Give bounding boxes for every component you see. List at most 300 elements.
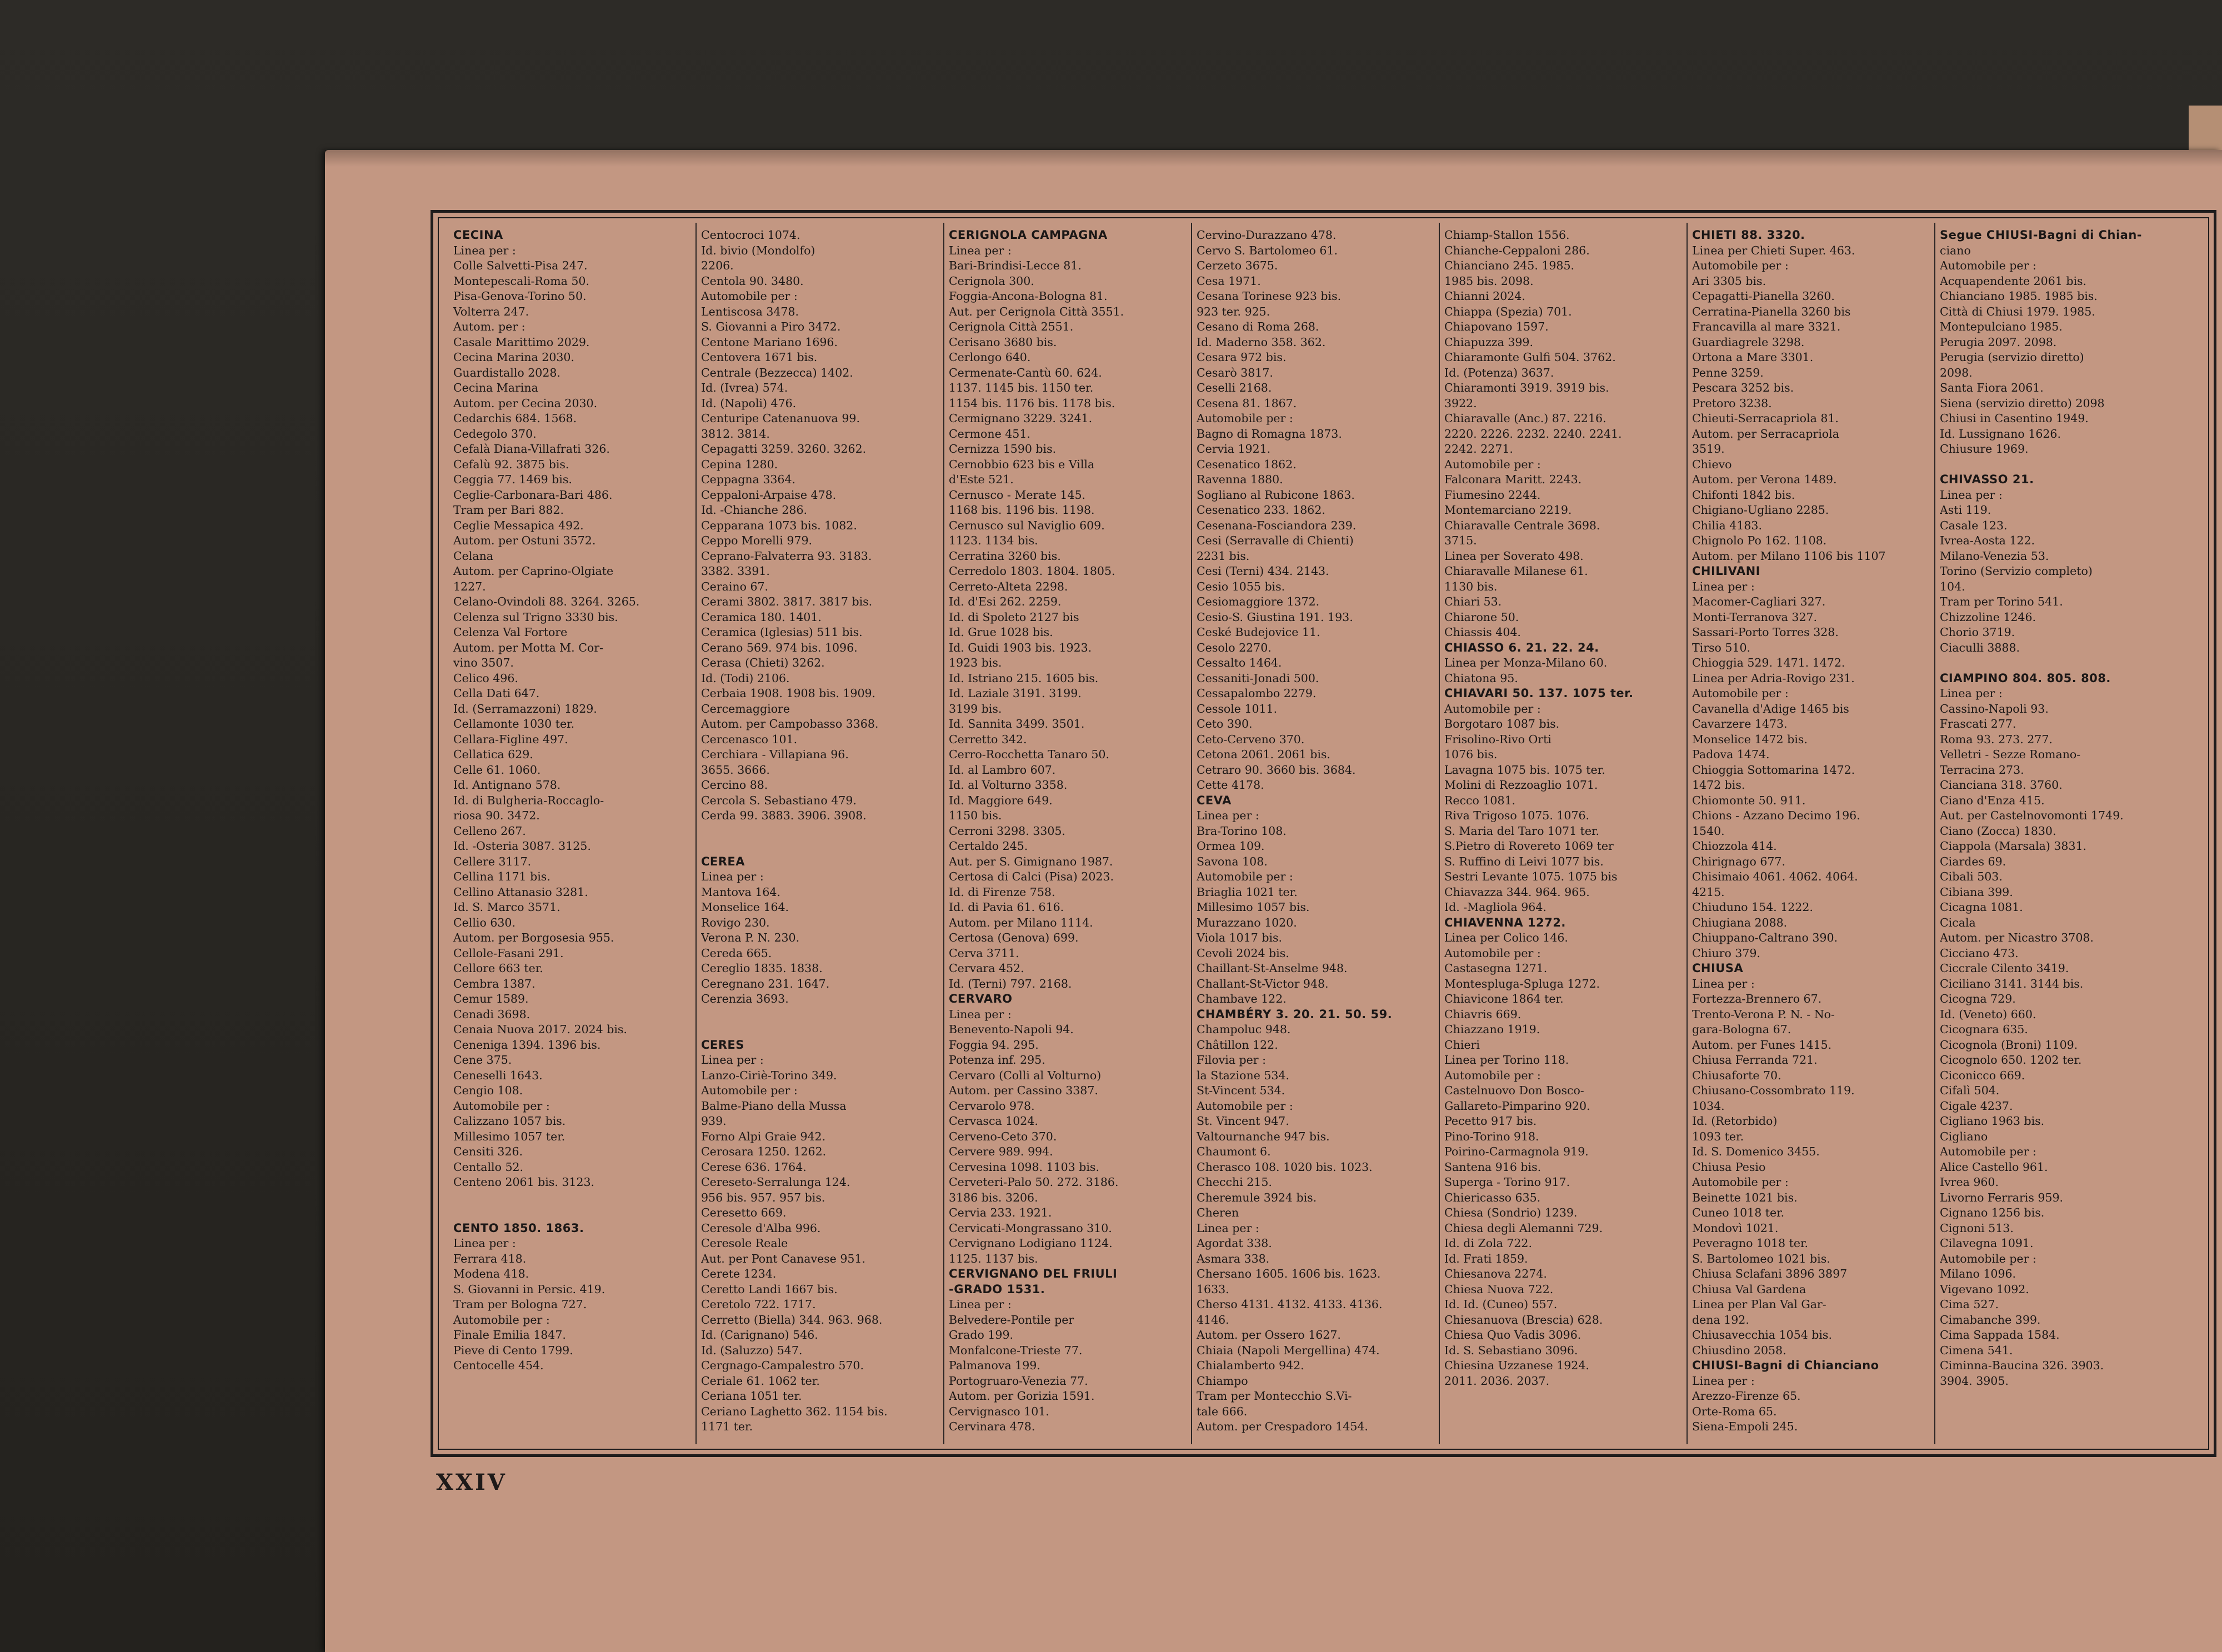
index-entry: Autom. per Cassino 3387. xyxy=(949,1084,1098,1097)
index-entry: Belvedere-Pontile per xyxy=(949,1313,1074,1326)
index-entry: Linea per : xyxy=(949,1298,1012,1311)
index-entry: Cesenatico 1862. xyxy=(1197,457,1297,471)
index-entry: Chiatona 95. xyxy=(1444,671,1518,685)
index-entry: Cicognola (Broni) 1109. xyxy=(1940,1038,2078,1052)
index-entry: Millesimo 1057 bis. xyxy=(1197,900,1310,914)
index-entry: Autom. per Serracapriola xyxy=(1692,427,1839,440)
index-entry: Ceresetto 669. xyxy=(701,1206,787,1219)
index-entry: Ceriano Laghetto 362. 1154 bis. xyxy=(701,1404,888,1418)
index-entry: Chiaravalle Milanese 61. xyxy=(1444,564,1588,578)
index-entry: Cilavegna 1091. xyxy=(1940,1237,2034,1250)
index-entry: 1227. xyxy=(453,579,486,593)
index-entry: Chiaia (Napoli Mergellina) 474. xyxy=(1197,1343,1380,1357)
index-entry: Gallareto-Pimparino 920. xyxy=(1444,1099,1590,1113)
index-entry: 1923 bis. xyxy=(949,656,1002,669)
index-entry: S.Pietro di Rovereto 1069 ter xyxy=(1444,839,1614,853)
index-entry: Bra-Torino 108. xyxy=(1197,824,1287,838)
index-entry: Chiavazza 344. 964. 965. xyxy=(1444,885,1590,899)
index-entry: Cette 4178. xyxy=(1197,778,1264,792)
index-entry: Chiaramonti 3919. 3919 bis. xyxy=(1444,381,1609,394)
index-entry: 1076 bis. xyxy=(1444,748,1498,761)
index-entry: Id. Frati 1859. xyxy=(1444,1251,1528,1265)
index-entry: Recco 1081. xyxy=(1444,793,1516,807)
index-entry: Pecetto 917 bis. xyxy=(1444,1114,1537,1128)
index-entry: S. Giovanni in Persic. 419. xyxy=(453,1282,605,1296)
index-entry: Cereda 665. xyxy=(701,946,772,960)
index-entry: Cheremule 3924 bis. xyxy=(1197,1190,1317,1204)
index-entry: Cerami 3802. 3817. 3817 bis. xyxy=(701,595,873,608)
index-entry: Chisimaio 4061. 4062. 4064. xyxy=(1692,870,1858,883)
index-entry: Cernusco - Merate 145. xyxy=(949,488,1085,502)
index-entry: Ceggia 77. 1469 bis. xyxy=(453,473,572,486)
index-entry: Montepulciano 1985. xyxy=(1940,320,2063,333)
index-entry: Roma 93. 273. 277. xyxy=(1940,732,2053,746)
index-entry: Santena 916 bis. xyxy=(1444,1160,1542,1174)
index-entry: Sassari-Porto Torres 328. xyxy=(1692,625,1839,639)
index-entry: Automobile per : xyxy=(1444,946,1541,960)
index-entry: Casale Marittimo 2029. xyxy=(453,335,590,349)
index-entry: Cifalì 504. xyxy=(1940,1084,2000,1097)
index-entry: Cassino-Napoli 93. xyxy=(1940,702,2049,715)
index-entry: Cernobbio 623 bis e Villa xyxy=(949,457,1095,471)
index-entry: Cherasco 108. 1020 bis. 1023. xyxy=(1197,1160,1373,1174)
index-column-6 xyxy=(1692,228,1931,1443)
index-entry: Id. Sannita 3499. 3501. xyxy=(949,717,1085,730)
index-entry: Balme-Piano della Mussa xyxy=(701,1099,847,1113)
index-entry: riosa 90. 3472. xyxy=(453,809,540,822)
index-entry: Chiaramonte Gulfi 504. 3762. xyxy=(1444,351,1616,364)
index-entry: 923 ter. 925. xyxy=(1197,304,1270,318)
index-entry: Portogruaro-Venezia 77. xyxy=(949,1374,1088,1388)
index-entry: Chambave 122. xyxy=(1197,992,1287,1005)
index-entry: Palmanova 199. xyxy=(949,1359,1040,1372)
index-entry: Linea per Plan Val Gar- xyxy=(1692,1298,1826,1311)
index-entry: 3812. 3814. xyxy=(701,427,770,440)
index-entry: Chiusa Ferranda 721. xyxy=(1692,1053,1818,1067)
index-entry: Cereglio 1835. 1838. xyxy=(701,962,823,975)
index-entry: Chiericasso 635. xyxy=(1444,1190,1541,1204)
index-entry: Pino-Torino 918. xyxy=(1444,1129,1539,1143)
index-entry: Automobile per : xyxy=(453,1313,550,1326)
index-entry: Cervesina 1098. 1103 bis. xyxy=(949,1160,1099,1174)
index-entry: Ortona a Mare 3301. xyxy=(1692,351,1814,364)
index-entry: Chorio 3719. xyxy=(1940,625,2015,639)
index-entry: Cerano 569. 974 bis. 1096. xyxy=(701,640,858,654)
index-entry: Francavilla al mare 3321. xyxy=(1692,320,1841,333)
index-entry: Id. S. Marco 3571. xyxy=(453,900,560,914)
index-entry: Linea per : xyxy=(701,1053,764,1067)
index-entry: Id. bivio (Mondolfo) xyxy=(701,243,815,257)
index-entry: Cesa 1971. xyxy=(1197,274,1261,288)
index-entry: Cervinara 478. xyxy=(949,1420,1035,1433)
index-entry: Centuripe Catenanuova 99. xyxy=(701,412,860,425)
index-entry: Ceneniga 1394. 1396 bis. xyxy=(453,1038,601,1052)
index-heading: CHIAVARI 50. 137. 1075 ter. xyxy=(1444,687,1634,700)
index-entry: Chilia 4183. xyxy=(1692,518,1762,532)
index-entry: 4146. xyxy=(1197,1313,1229,1326)
index-entry: Molini di Rezzoaglio 1071. xyxy=(1444,778,1598,792)
index-entry: Cetona 2061. 2061 bis. xyxy=(1197,748,1330,761)
index-entry: Mantova 164. xyxy=(701,885,780,899)
index-entry: Murazzano 1020. xyxy=(1197,915,1297,929)
index-entry: Cervo S. Bartolomeo 61. xyxy=(1197,243,1338,257)
index-entry: Chigiano-Ugliano 2285. xyxy=(1692,503,1829,517)
index-entry: Chiesanova 2274. xyxy=(1444,1267,1547,1280)
index-entry: Id. S. Domenico 3455. xyxy=(1692,1145,1820,1158)
index-heading: CECINA xyxy=(453,228,503,242)
index-entry: Cigale 4237. xyxy=(1940,1099,2013,1113)
index-entry: la Stazione 534. xyxy=(1197,1068,1289,1082)
index-entry: Cerro-Rocchetta Tanaro 50. xyxy=(949,748,1109,761)
index-entry: 3922. xyxy=(1444,396,1477,410)
spacer xyxy=(1940,655,2201,671)
index-entry: Automobile per : xyxy=(1940,1145,2036,1158)
index-entry: Cerveteri-Palo 50. 272. 3186. xyxy=(949,1175,1119,1189)
spacer xyxy=(701,824,940,854)
index-entry: Cercenasco 101. xyxy=(701,732,798,746)
index-entry: Cicagna 1081. xyxy=(1940,900,2023,914)
index-entry: Linea per : xyxy=(949,243,1012,257)
index-entry: Chizzoline 1246. xyxy=(1940,610,2036,624)
index-entry: Cerveno-Ceto 370. xyxy=(949,1129,1057,1143)
index-entry: Orte-Roma 65. xyxy=(1692,1404,1777,1418)
index-entry: 2220. 2226. 2232. 2240. 2241. xyxy=(1444,427,1622,440)
index-entry: Tirso 510. xyxy=(1692,640,1751,654)
index-entry: Cicala xyxy=(1940,915,1976,929)
index-entry: Chiomonte 50. 911. xyxy=(1692,793,1806,807)
index-entry: Bagno di Romagna 1873. xyxy=(1197,427,1342,440)
index-entry: Cesiomaggiore 1372. xyxy=(1197,595,1320,608)
index-entry: Autom. per Milano 1114. xyxy=(949,915,1093,929)
index-entry: Ciaculli 3888. xyxy=(1940,640,2020,654)
index-entry: Chirignago 677. xyxy=(1692,854,1785,868)
index-entry: Automobile per : xyxy=(1692,687,1789,700)
index-entry: Cereseto-Serralunga 124. xyxy=(701,1175,850,1189)
index-entry: Autom. per Crespadoro 1454. xyxy=(1197,1420,1368,1433)
index-entry: Centocroci 1074. xyxy=(701,228,800,242)
index-entry: Cerbaia 1908. 1908 bis. 1909. xyxy=(701,687,876,700)
index-entry: Linea per Chieti Super. 463. xyxy=(1692,243,1855,257)
index-entry: Monfalcone-Trieste 77. xyxy=(949,1343,1083,1357)
index-entry: Foggia-Ancona-Bologna 81. xyxy=(949,289,1108,303)
index-entry: Autom. per Verona 1489. xyxy=(1692,473,1837,486)
index-entry: Asti 119. xyxy=(1940,503,1991,517)
index-entry: Id. (Serramazzoni) 1829. xyxy=(453,702,597,715)
index-entry: Id. (Todi) 2106. xyxy=(701,671,790,685)
index-entry: Automobile per : xyxy=(701,1084,798,1097)
index-entry: Ivrea-Aosta 122. xyxy=(1940,534,2035,547)
index-entry: Cignano 1256 bis. xyxy=(1940,1206,2045,1219)
index-entry: Millesimo 1057 ter. xyxy=(453,1129,565,1143)
index-entry: Autom. per Ostuni 3572. xyxy=(453,534,596,547)
index-entry: Cerete 1234. xyxy=(701,1267,777,1280)
index-entry: Ceriana 1051 ter. xyxy=(701,1389,802,1403)
index-entry: Fortezza-Brennero 67. xyxy=(1692,992,1822,1005)
index-entry: Chialamberto 942. xyxy=(1197,1359,1304,1372)
index-entry: Cetraro 90. 3660 bis. 3684. xyxy=(1197,763,1356,777)
index-column-2 xyxy=(701,228,940,1443)
index-entry: Automobile per : xyxy=(1692,1175,1789,1189)
index-entry: 3199 bis. xyxy=(949,702,1002,715)
index-entry: dena 192. xyxy=(1692,1313,1749,1326)
index-entry: Cigliano 1963 bis. xyxy=(1940,1114,2045,1128)
index-entry: St. Vincent 947. xyxy=(1197,1114,1289,1128)
index-entry: Ceretto Landi 1667 bis. xyxy=(701,1282,838,1296)
index-entry: Cernusco sul Naviglio 609. xyxy=(949,518,1105,532)
index-entry: Celenza Val Fortore xyxy=(453,625,568,639)
index-column-5 xyxy=(1444,228,1683,1443)
index-entry: Chiuro 379. xyxy=(1692,946,1760,960)
index-entry: ciano xyxy=(1940,243,1971,257)
index-entry: Savona 108. xyxy=(1197,854,1268,868)
index-entry: 3655. 3666. xyxy=(701,763,770,777)
index-entry: S. Ruffino di Leivi 1077 bis. xyxy=(1444,854,1604,868)
index-entry: Linea per Monza-Milano 60. xyxy=(1444,656,1608,669)
index-entry: Cercola S. Sebastiano 479. xyxy=(701,793,857,807)
index-entry: Cimabanche 399. xyxy=(1940,1313,2041,1326)
index-entry: Chianni 2024. xyxy=(1444,289,1525,303)
index-entry: Automobile per : xyxy=(1444,457,1541,471)
index-entry: Forno Alpi Graie 942. xyxy=(701,1129,826,1143)
index-entry: Cedegolo 370. xyxy=(453,427,537,440)
index-entry: Challant-St-Victor 948. xyxy=(1197,977,1329,990)
column-divider xyxy=(1934,223,1935,1444)
index-entry: 3904. 3905. xyxy=(1940,1374,2009,1388)
index-entry: Valtournanche 947 bis. xyxy=(1197,1129,1330,1143)
index-entry: Chiusa Pesio xyxy=(1692,1160,1766,1174)
index-entry: Celleno 267. xyxy=(453,824,526,838)
index-entry: Ceretolo 722. 1717. xyxy=(701,1298,816,1311)
index-entry: Ceglie-Carbonara-Bari 486. xyxy=(453,488,613,502)
index-entry: Ceto-Cerveno 370. xyxy=(1197,732,1305,746)
index-entry: Cavanella d'Adige 1465 bis xyxy=(1692,702,1849,715)
index-entry: Autom. per Campobasso 3368. xyxy=(701,717,879,730)
index-entry: Chiusure 1969. xyxy=(1940,442,2029,455)
index-entry: Ciconicco 669. xyxy=(1940,1068,2025,1082)
index-heading: CHIVASSO 21. xyxy=(1940,473,2034,486)
page-shadow xyxy=(325,150,2222,167)
index-entry: Aut. per Castelnovomonti 1749. xyxy=(1940,809,2124,822)
index-entry: Cercino 88. xyxy=(701,778,768,792)
index-entry: Cerignola 300. xyxy=(949,274,1034,288)
index-heading: CERES xyxy=(701,1038,744,1052)
index-entry: Id. Lussignano 1626. xyxy=(1940,427,2061,440)
index-entry: Id. Grue 1028 bis. xyxy=(949,625,1053,639)
index-entry: Cervia 1921. xyxy=(1197,442,1271,455)
index-entry: Automobile per : xyxy=(1444,702,1541,715)
index-entry: Champoluc 948. xyxy=(1197,1023,1291,1036)
index-entry: Automobile per : xyxy=(1692,259,1789,272)
index-entry: Autom. per Gorizia 1591. xyxy=(949,1389,1095,1403)
index-entry: Cicognara 635. xyxy=(1940,1023,2028,1036)
index-entry: Tram per Bologna 727. xyxy=(453,1298,587,1311)
index-entry: Cepparana 1073 bis. 1082. xyxy=(701,518,857,532)
index-entry: Cellara-Figline 497. xyxy=(453,732,568,746)
index-entry: Cerratina 3260 bis. xyxy=(949,549,1061,563)
index-entry: Id. Maggiore 649. xyxy=(949,793,1053,807)
index-entry: Ceregnano 231. 1647. xyxy=(701,977,830,990)
index-entry: Linea per : xyxy=(949,1007,1012,1021)
index-entry: Chiugiana 2088. xyxy=(1692,915,1788,929)
index-heading: -GRADO 1531. xyxy=(949,1282,1045,1296)
index-entry: Cherso 4131. 4132. 4133. 4136. xyxy=(1197,1298,1383,1311)
index-entry: Certaldo 245. xyxy=(949,839,1028,853)
index-entry: Centallo 52. xyxy=(453,1160,524,1174)
index-entry: Mondovì 1021. xyxy=(1692,1221,1779,1235)
index-entry: Cessapalombo 2279. xyxy=(1197,687,1317,700)
index-entry: 1125. 1137 bis. xyxy=(949,1251,1038,1265)
index-entry: Cervara 452. xyxy=(949,962,1024,975)
index-entry: Autom. per Cecina 2030. xyxy=(453,396,598,410)
index-entry: Automobile per : xyxy=(1197,1099,1293,1113)
index-entry: Cimena 541. xyxy=(1940,1343,2013,1357)
index-entry: Automobile per : xyxy=(1197,870,1293,883)
index-entry: Monselice 164. xyxy=(701,900,789,914)
index-entry: Linea per : xyxy=(453,1237,516,1250)
index-heading: CEVA xyxy=(1197,793,1232,807)
index-entry: 4215. xyxy=(1692,885,1725,899)
index-entry: Cesarò 3817. xyxy=(1197,366,1273,379)
index-entry: Lanzo-Ciriè-Torino 349. xyxy=(701,1068,837,1082)
index-column-7 xyxy=(1940,228,2201,1443)
index-entry: S. Giovanni a Piro 3472. xyxy=(701,320,841,333)
index-entry: 1093 ter. xyxy=(1692,1129,1744,1143)
column-divider xyxy=(1191,223,1192,1444)
index-entry: Aut. per Pont Canavese 951. xyxy=(701,1251,865,1265)
index-entry: Siena-Empoli 245. xyxy=(1692,1420,1798,1433)
index-entry: Chiaravalle Centrale 3698. xyxy=(1444,518,1600,532)
index-entry: Centovera 1671 bis. xyxy=(701,351,818,364)
index-entry: Cesena 81. 1867. xyxy=(1197,396,1297,410)
index-entry: Autom. per Ossero 1627. xyxy=(1197,1328,1341,1341)
index-entry: Cervino-Durazzano 478. xyxy=(1197,228,1337,242)
index-entry: Cermenate-Cantù 60. 624. xyxy=(949,366,1102,379)
index-entry: Cessaniti-Jonadi 500. xyxy=(1197,671,1319,685)
index-entry: Cecina Marina xyxy=(453,381,538,394)
index-entry: Aut. per Cerignola Città 3551. xyxy=(949,304,1124,318)
index-entry: Bari-Brindisi-Lecce 81. xyxy=(949,259,1082,272)
index-entry: Chignolo Po 162. 1108. xyxy=(1692,534,1827,547)
index-entry: Cianciana 318. 3760. xyxy=(1940,778,2063,792)
index-entry: Acquapendente 2061 bis. xyxy=(1940,274,2087,288)
index-entry: 1985 bis. 2098. xyxy=(1444,274,1534,288)
index-entry: Alice Castello 961. xyxy=(1940,1160,2048,1174)
index-entry: Cervignasco 101. xyxy=(949,1404,1049,1418)
index-entry: Autom. per Motta M. Cor- xyxy=(453,640,603,654)
index-entry: Ceprano-Falvaterra 93. 3183. xyxy=(701,549,872,563)
index-table-frame xyxy=(431,210,2216,1457)
index-entry: Chions - Azzano Decimo 196. xyxy=(1692,809,1860,822)
index-entry: Ciano d'Enza 415. xyxy=(1940,793,2045,807)
index-entry: Chifonti 1842 bis. xyxy=(1692,488,1795,502)
index-entry: Cepagatti 3259. 3260. 3262. xyxy=(701,442,867,455)
index-entry: Chaumont 6. xyxy=(1197,1145,1271,1158)
index-entry: Macomer-Cagliari 327. xyxy=(1692,595,1826,608)
index-entry: Celico 496. xyxy=(453,671,518,685)
index-entry: Chiusdino 2058. xyxy=(1692,1343,1786,1357)
index-entry: Ceglie Messapica 492. xyxy=(453,518,584,532)
index-entry: Calizzano 1057 bis. xyxy=(453,1114,566,1128)
index-entry: Id. Laziale 3191. 3199. xyxy=(949,687,1082,700)
index-entry: Automobile per : xyxy=(1940,259,2036,272)
index-entry: Id. (Carignano) 546. xyxy=(701,1328,818,1341)
index-entry: Autom. per Caprino-Olgiate xyxy=(453,564,614,578)
index-entry: 1123. 1134 bis. xyxy=(949,534,1038,547)
index-entry: Cesio-S. Giustina 191. 193. xyxy=(1197,610,1353,624)
index-entry: Cermignano 3229. 3241. xyxy=(949,412,1093,425)
index-entry: Centone Mariano 1696. xyxy=(701,335,838,349)
index-entry: Chioggia 529. 1471. 1472. xyxy=(1692,656,1845,669)
index-entry: Centrale (Bezzecca) 1402. xyxy=(701,366,853,379)
index-entry: Automobile per : xyxy=(1940,1251,2036,1265)
index-entry: Verona P. N. 230. xyxy=(701,931,800,944)
index-entry: Automobile per : xyxy=(453,1099,550,1113)
index-heading: CHIASSO 6. 21. 22. 24. xyxy=(1444,640,1599,654)
index-entry: Checchi 215. xyxy=(1197,1175,1272,1189)
index-entry: gara-Bologna 67. xyxy=(1692,1023,1791,1036)
index-entry: Cervasca 1024. xyxy=(949,1114,1038,1128)
index-entry: Chievo xyxy=(1692,457,1732,471)
index-entry: 2098. xyxy=(1940,366,1973,379)
spacer xyxy=(453,1190,692,1221)
index-entry: Cheren xyxy=(1197,1206,1239,1219)
index-entry: 104. xyxy=(1940,579,1965,593)
index-entry: Vigevano 1092. xyxy=(1940,1282,2029,1296)
index-entry: Cepagatti-Pianella 3260. xyxy=(1692,289,1835,303)
index-entry: Chiesa Quo Vadis 3096. xyxy=(1444,1328,1582,1341)
index-entry: Ceppagna 3364. xyxy=(701,473,796,486)
index-entry: Cerese 636. 1764. xyxy=(701,1160,807,1174)
index-entry: Castelnuovo Don Bosco- xyxy=(1444,1084,1584,1097)
index-entry: Cedarchis 684. 1568. xyxy=(453,412,577,425)
index-entry: tale 666. xyxy=(1197,1404,1248,1418)
index-entry: Superga - Torino 917. xyxy=(1444,1175,1570,1189)
index-entry: Cellina 1171 bis. xyxy=(453,870,551,883)
index-entry: Id. al Volturno 3358. xyxy=(949,778,1068,792)
index-entry: Grado 199. xyxy=(949,1328,1014,1341)
index-entry: Censiti 326. xyxy=(453,1145,523,1158)
index-entry: Cesano di Roma 268. xyxy=(1197,320,1319,333)
index-entry: Cerasa (Chieti) 3262. xyxy=(701,656,825,669)
index-entry: Chiavicone 1864 ter. xyxy=(1444,992,1564,1005)
index-entry: Tram per Bari 882. xyxy=(453,503,564,517)
index-entry: Cerlongo 640. xyxy=(949,351,1031,364)
index-entry: Linea per : xyxy=(1197,1221,1259,1235)
index-entry: Cevoli 2024 bis. xyxy=(1197,946,1289,960)
index-entry: Chiusi in Casentino 1949. xyxy=(1940,412,2089,425)
index-entry: Cesenana-Fosciandora 239. xyxy=(1197,518,1357,532)
index-entry: Guardiagrele 3298. xyxy=(1692,335,1805,349)
index-entry: Chiozzola 414. xyxy=(1692,839,1777,853)
index-entry: Id. al Lambro 607. xyxy=(949,763,1056,777)
index-entry: Cuneo 1018 ter. xyxy=(1692,1206,1785,1219)
index-entry: Penne 3259. xyxy=(1692,366,1764,379)
index-entry: Id. -Magliola 964. xyxy=(1444,900,1547,914)
index-entry: 2242. 2271. xyxy=(1444,442,1513,455)
index-entry: Chiesina Uzzanese 1924. xyxy=(1444,1359,1589,1372)
index-entry: Frascati 277. xyxy=(1940,717,2016,730)
index-entry: Automobile per : xyxy=(701,289,798,303)
index-entry: Casale 123. xyxy=(1940,518,2008,532)
index-entry: 3382. 3391. xyxy=(701,564,770,578)
index-entry: Chaillant-St-Anselme 948. xyxy=(1197,962,1348,975)
index-entry: Id. Id. (Cuneo) 557. xyxy=(1444,1298,1558,1311)
index-entry: Cercemaggiore xyxy=(701,702,790,715)
index-entry: Cicciano 473. xyxy=(1940,946,2019,960)
index-entry: Id. S. Sebastiano 3096. xyxy=(1444,1343,1578,1357)
index-entry: Pretoro 3238. xyxy=(1692,396,1772,410)
index-entry: Cessole 1011. xyxy=(1197,702,1278,715)
